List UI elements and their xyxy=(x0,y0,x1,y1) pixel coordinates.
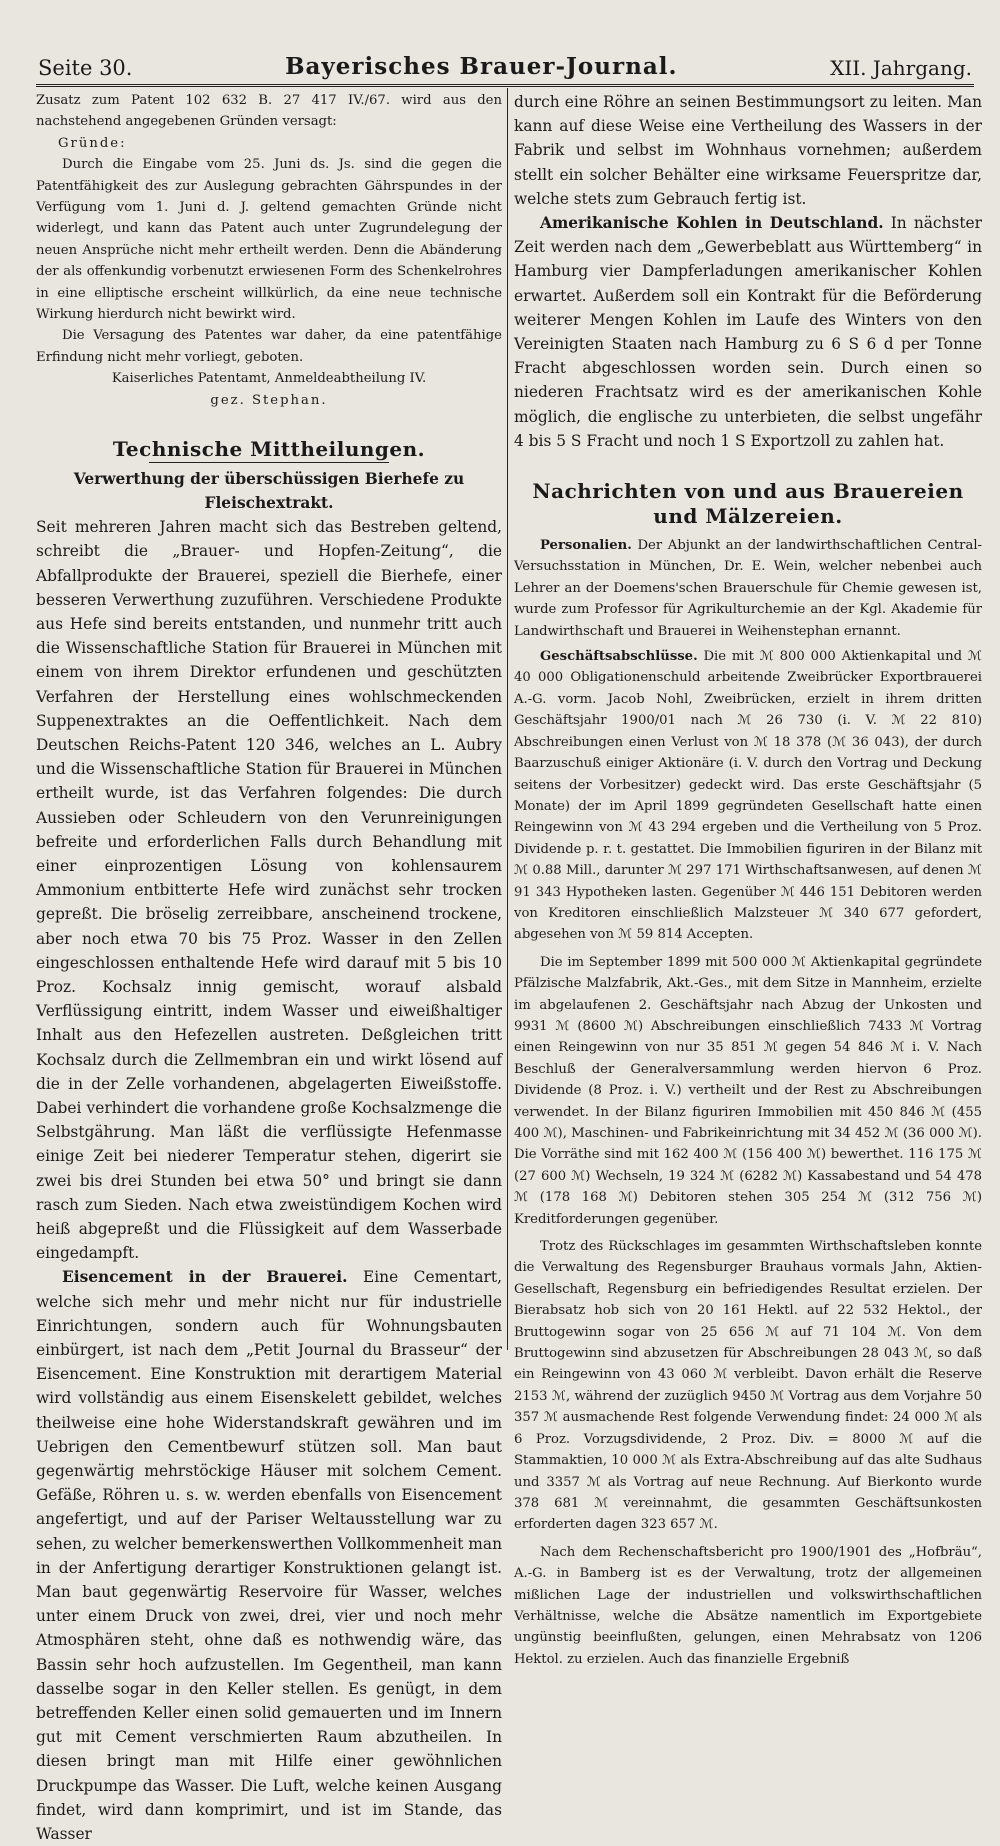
geschaeftsabschluesse-4: Nach dem Rechenschaftsbericht pro 1900/1901 des „Hofbräu“, A.-G. in Bamberg ist es der Verwaltung, trotz der allgemeinen mißlichen Lage der industriellen und volkswirthschaftlichen Verhältnisse, welche die Absätze namentlich im Exportgebiete ungünstig beeinflußten, gelungen, einen Mehrabsatz von 1206 Hektol. zu erzielen. Auch das finanzielle Ergebniß xyxy=(514,1544,982,1667)
volume-label: XII. Jahrgang. xyxy=(830,56,972,80)
article-body-kohlen: In nächster Zeit werden nach dem „Gewerbeblatt aus Württemberg“ in Hamburg vier Dampferladungen amerikanischer Kohlen erwartet. Außerdem soll ein Kontrakt für die Beförderung weiterer Mengen Kohlen im Laufe des Winters von den Vereinigten Staaten nach Hamburg zu 6 S 6 d per Tonne Fracht abgeschlossen worden sein. Durch einen so niederen Frachtsatz wird es der amerikanischen Kohle möglich, die englische zu unterbieten, die selbst ungefähr 4 bis 5 S Fracht und noch 1 S Exportzoll zu zahlen hat. xyxy=(514,214,982,450)
page-number: Seite 30. xyxy=(38,56,133,80)
geschaeftsabschluesse-1 xyxy=(514,646,982,946)
article-body-eisencement: Eine Cementart, welche sich mehr und mehr nicht nur für industrielle Einrichtungen, sondern auch für Wohnungsbauten einbürgert, ist nach dem „Petit Journal du Brasseur“ der Eisencement. Eine Konstruktion mit derartigem Material wird vollständig aus einem Eisenskelett gebildet, welches theilweise eine hohe Widerstandskraft gewähren und im Uebrigen den Cementbewurf stützen soll. Man baut gegenwärtig mehrstöckige Häuser mit solchem Cement. Gefäße, Röhren u. s. w. werden ebenfalls von Eisencement angefertigt, und auf der Pariser Weltausstellung war zu sehen, zu welcher bemerkenswerthen Vollkommenheit man in der Anfertigung derartiger Konstruktionen gelangt ist. Man baut gegenwärtig Reservoire für Wasser, welches unter einem Druck von zwei, drei, vier und noch mehr Atmosphären steht, ohne daß es nothwendig wäre, das Bassin sehr hoch aufzustellen. Im Gegentheil, man kann dasselbe sogar in den Keller stellen. Es genügt, in dem betreffenden Keller einen solid gemauerten und im Innern gut mit Cement verschmierten Raum abzutheilen. In diesen bringt man mit Hilfe einer gewöhnlichen Druckpumpe das Wasser. Die Luft, welche keinen Ausgang findet, wird dann komprimirt, und ist im Stande, das Wasser xyxy=(36,1268,502,1844)
patent-body-1: Durch die Eingabe vom 25. Juni ds. Js. sind die gegen die Patentfähigkeit des zur Auslegung gebrachten Gährspundes in der Verfügung vom 1. Juni d. J. geltend gemachten Gründe nicht widerlegt, und kann das Patent auch unter Zugrundelegung der neuen Ansprüche nicht mehr ertheilt werden. Denn die Abänderung der als offenkundig vorbenutzt erwiesenen Form des Schenkelrohres in eine elliptische erscheint willkürlich, da eine neue technische Wirkung hierdurch nicht bewirkt wird. xyxy=(36,157,502,323)
article-continuation: durch eine Röhre an seinen Bestimmungsort zu leiten. Man kann auf diese Weise eine Vertheilung des Wassers in der Fabrik und selbst im Wohnhaus vornehmen; außerdem stellt ein solcher Behälter eine wirksame Feuerspritze dar, welche stets zum Gebrauch fertig ist. xyxy=(514,93,982,208)
geschaeftsabschluesse-3: Trotz des Rückschlages im gesammten Wirthschaftsleben konnte die Verwaltung des Regensburger Brauhaus vormals Jahn, Aktien-Gesellschaft, Regensburg ein befriedigendes Resultat erzielen. Der Bierabsatz hob sich von 20 161 Hektl. auf 22 532 Hektol., der Bruttogewinn sogar von 25 656 ℳ auf 71 104 ℳ. Von dem Bruttogewinn sind abzusetzen für Abschreibungen 28 043 ℳ, so daß ein Reingewinn von 43 060 ℳ verbleibt. Davon erhält die Reserve 2153 ℳ, während der zuzüglich 9450 ℳ Vortrag aus dem Vorjahre 50 357 ℳ ausmachende Rest folgende Verwendung findet: 24 000 ℳ als 6 Proz. Vorzugsdividende, 2 Proz. Div. = 8000 ℳ auf die Stammaktien, 10 000 ℳ als Extra-Abschreibung auf das alte Sudhaus und 3357 ℳ als Vortrag auf neue Rechnung. Auf Bierkonto wurde 378 681 ℳ vereinnahmt, die gesammten Geschäftsunkosten erforderten dagen 323 657 ℳ. xyxy=(514,1239,982,1533)
section-title-technische-mittheilungen: Technische Mittheilungen. xyxy=(112,437,426,462)
article-eisencement xyxy=(36,1265,502,1846)
patent-office: Kaiserliches Patentamt, Anmeldeabtheilung IV. xyxy=(111,371,427,387)
patent-body-2: Die Versagung des Patentes war daher, da eine patentfähige Erfindung nicht mehr vorliegt, geboten. xyxy=(36,328,502,365)
personalien-title: Personalien. xyxy=(540,538,632,554)
patent-signature: gez. Stephan. xyxy=(210,392,328,408)
left-column xyxy=(36,90,502,1844)
header-rule xyxy=(36,84,974,87)
geschaeftsabschluesse-2: Die im September 1899 mit 500 000 ℳ Aktienkapital gegründete Pfälzische Malzfabrik, Akt.-Ges., mit dem Sitze in Mannheim, erzielte im abgelaufenen 2. Geschäftsjahr nach Abzug der Unkosten und 9931 ℳ (8600 ℳ) Abschreibungen einschließlich 7433 ℳ Vortrag einen Reingewinn von nur 35 851 ℳ gegen 54 846 ℳ i. V. Nach Beschluß der Generalversammlung werden hiervon 6 Proz. Dividende (8 Proz. i. V.) vertheilt und der Rest zu Abschreibungen verwendet. In der Bilanz figuriren Immobilien mit 450 846 ℳ (455 400 ℳ), Maschinen- und Fabrikeinrichtung mit 34 452 ℳ (36 000 ℳ). Die Vorräthe sind mit 162 400 ℳ (156 400 ℳ) bewerthet. 116 175 ℳ (27 600 ℳ) Wechseln, 19 324 ℳ (6282 ℳ) Kassabestand und 54 478 ℳ (178 168 ℳ) Debitoren stehen 305 254 ℳ (312 756 ℳ) Kreditforderungen gegenüber. xyxy=(514,954,982,1227)
right-column xyxy=(514,90,982,1667)
personalien xyxy=(514,535,982,642)
section-title-nachrichten: Nachrichten von und aus Brauereien und Mälzereien. xyxy=(532,479,964,529)
patent-gruende-label: Gründe: xyxy=(58,135,127,151)
article-body-bierhefe: Seit mehreren Jahren macht sich das Bestreben geltend, schreibt die „Brauer- und Hopfen-Zeitung“, die Abfallprodukte der Brauerei, speziell die Bierhefe, einer besseren Verwerthung zuzuführen. Verschiedene Produkte aus Hefe sind bereits entstanden, und nunmehr tritt auch die Wissenschaftliche Station für Brauerei in München mit einem von ihrem Direktor erfundenen und geschützten Verfahren der Herstellung eines wohlschmeckenden Suppenextraktes an die Oeffentlichkeit. Nach dem Deutschen Reichs-Patent 120 346, welches an L. Aubry und die Wissenschaftliche Station für Brauerei in München ertheilt wurde, ist das Verfahren folgendes: Die durch Aussieben oder Schleudern von den Verunreinigungen befreite und erforderlichen Falls durch Behandlung mit einer einprozentigen Lösung von kohlensaurem Ammonium entbitterte Hefe wird zunächst sehr trocken gepreßt. Die bröselig zerreibbare, anscheinend trockene, aber noch etwa 70 bis 75 Proz. Wasser in den Zellen eingeschlossen enthaltende Hefe wird darauf mit 5 bis 10 Proz. Kochsalz innig gemischt, worauf alsbald Verflüssigung eintritt, indem Wasser und eiweißhaltiger Inhalt aus den Hefezellen austreten. Deßgleichen tritt Kochsalz durch die Zellmembran ein und wirkt lösend auf die in der Zelle vorhandenen, abgelagerten Eiweißstoffe. Dabei verhindert die vorhandene große Kochsalzmenge die Selbstgährung. Man läßt die verflüssigte Hefenmasse einige Zeit bei niederer Temperatur stehen, digerirt sie zwei bis drei Stunden bei etwa 50° und bringt sie dann rasch zum Sieden. Nach etwa zweistündigem Kochen wird heiß abgepreßt und die Flüssigkeit auf dem Wasserbade eingedampft. xyxy=(36,518,502,1263)
page-header xyxy=(38,40,972,80)
personalien-body: Der Abjunkt an der landwirthschaftlichen Central-Versuchsstation in München, Dr. E. Wein, welcher nebenbei auch Lehrer an der Doemens'schen Brauerschule für Chemie gewesen ist, wurde zum Professor für Agrikulturchemie an der Kgl. Akademie für Landwirthschaft und Brauerei in Weihenstephan ernannt. xyxy=(514,538,982,639)
patent-intro: Zusatz zum Patent 102 632 B. 27 417 IV./67. wird aus den nachstehend angegebenen Gründen versagt: xyxy=(36,93,502,130)
journal-title: Bayerisches Brauer-Journal. xyxy=(285,53,678,80)
article-title-kohlen: Amerikanische Kohlen in Deutschland. xyxy=(540,214,884,233)
article-title-bierhefe: Verwerthung der überschüssigen Bierhefe zu Fleischextrakt. xyxy=(73,470,465,513)
geschaeftsabschluesse-title: Geschäftsabschlüsse. xyxy=(540,649,698,665)
geschaeftsabschluesse-body-1: Die mit ℳ 800 000 Aktienkapital und ℳ 40 000 Obligationenschuld arbeitende Zweibrücker Exportbrauerei A.-G. vorm. Jacob Nohl, Zweibrücken, erzielt in ihrem dritten Geschäftsjahr 1900/01 nach ℳ 26 730 (i. V. ℳ 22 810) Abschreibungen einen Verlust von ℳ 18 378 (ℳ 36 043), der durch Baarzuschuß einiger Aktionäre (i. V. durch den Vortrag und Deckung seitens der Vorbesitzer) gedeckt wird. Das erste Geschäftsjahr (5 Monate) der im April 1899 gegründeten Gesellschaft hatte einen Reingewinn von ℳ 43 294 ergeben und die Vertheilung von 5 Proz. Dividende p. r. t. gestattet. Die Immobilien figuriren in der Bilanz mit ℳ 0.88 Mill., darunter ℳ 297 171 Wirthschaftsanwesen, auf denen ℳ 91 343 Hypotheken lasten. Gegenüber ℳ 446 151 Debitoren werden von Kreditoren einschließlich Malzsteuer ℳ 340 677 gefordert, abgesehen von ℳ 59 814 Accepten. xyxy=(514,649,982,943)
article-kohlen xyxy=(514,211,982,453)
column-divider xyxy=(507,88,508,1350)
article-title-eisencement: Eisencement in der Brauerei. xyxy=(62,1268,348,1287)
